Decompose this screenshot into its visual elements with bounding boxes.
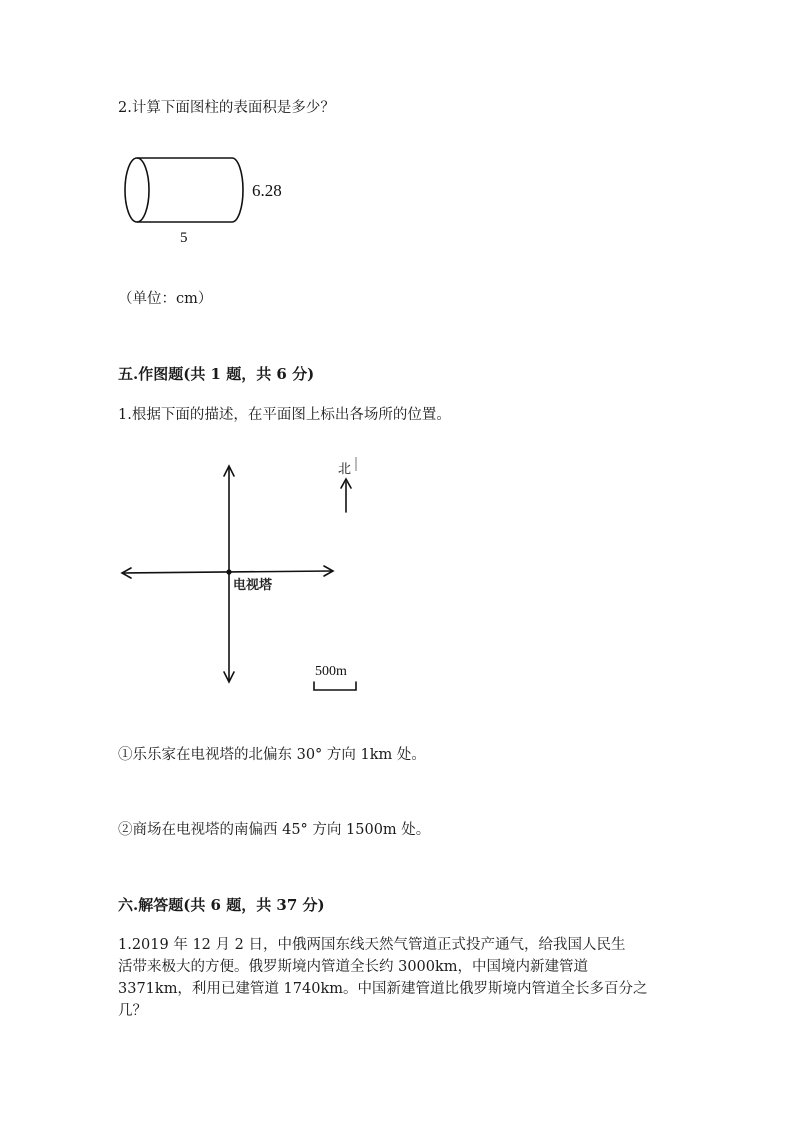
item-2-text: ②商场在电视塔的南偏西 45° 方向 1500m 处。 bbox=[118, 822, 431, 838]
cylinder-right-end bbox=[232, 158, 243, 222]
item-1-text: ①乐乐家在电视塔的北偏东 30° 方向 1km 处。 bbox=[118, 747, 426, 763]
question-line-3: 3371km，利用已建管道 1740km。中国新建管道比俄罗斯境内管道全长多百分之 bbox=[118, 981, 648, 997]
axis-arrow-up bbox=[224, 466, 234, 476]
horizontal-axis bbox=[123, 571, 332, 573]
cylinder-left-end bbox=[125, 158, 149, 222]
question-2-prompt: 2.计算下面图柱的表面积是多少？ bbox=[118, 100, 335, 116]
cylinder-length-label: 5 bbox=[180, 230, 188, 246]
unit-note: （单位：cm） bbox=[118, 291, 213, 307]
axis-arrow-right bbox=[324, 566, 333, 576]
tv-tower-label: 电视塔 bbox=[233, 578, 273, 593]
north-label: 北 bbox=[338, 462, 352, 477]
section-5-heading: 五.作图题(共 1 题，共 6 分) bbox=[118, 365, 315, 383]
section-6-heading: 六.解答题(共 6 题，共 37 分) bbox=[118, 896, 325, 914]
question-line-2: 活带来极大的方便。俄罗斯境内管道全长约 3000km，中国境内新建管道 bbox=[118, 959, 589, 975]
question-line-1: 1.2019 年 12 月 2 日，中俄两国东线天然气管道正式投产通气，给我国人民生 bbox=[118, 937, 626, 953]
scale-bar bbox=[314, 682, 356, 690]
center-point bbox=[226, 569, 231, 574]
section-6-question-1 bbox=[118, 934, 698, 1022]
cylinder-side-label: 6.28 bbox=[252, 181, 282, 200]
question-line-4: 几？ bbox=[118, 1003, 147, 1019]
section-5-question-1-prompt: 1.根据下面的描述，在平面图上标出各场所的位置。 bbox=[118, 407, 451, 423]
north-arrow-head bbox=[341, 479, 351, 488]
axis-arrow-left bbox=[122, 568, 131, 578]
scale-label: 500m bbox=[315, 664, 347, 679]
axis-arrow-down bbox=[224, 672, 234, 682]
